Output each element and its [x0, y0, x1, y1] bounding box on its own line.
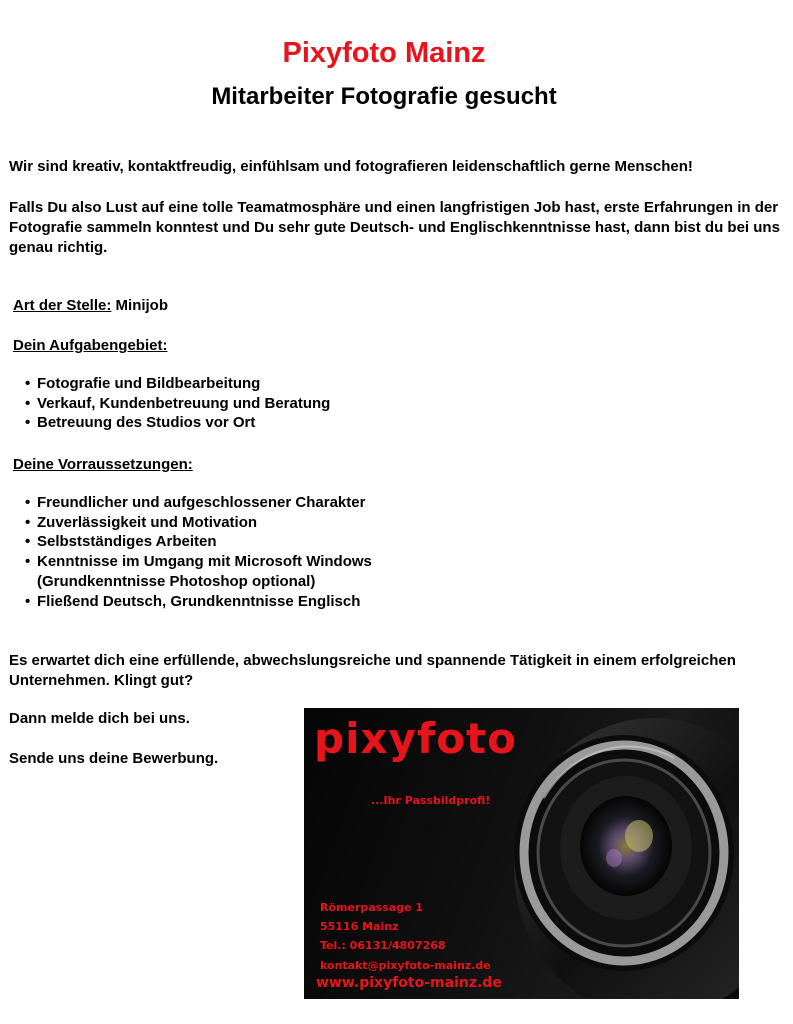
intro-paragraph-2: Falls Du also Lust auf eine tolle Teamatmosphäre und einen langfristigen Job hast, erste Erfahrungen in der Fotografie sammeln konntest und Du sehr gute Deutsch- und Englischkenntnisse hast, dann bist du bei uns genau richtig. — [9, 199, 780, 256]
ad-phone: Tel.: 06131/4807268 — [320, 939, 446, 952]
camera-lens-image — [504, 718, 739, 999]
requirement-continuation: (Grundkenntnisse Photoshop optional) — [37, 572, 316, 590]
page-title: Pixyfoto Mainz — [282, 37, 486, 69]
job-type — [13, 296, 168, 316]
ad-street: Römerpassage 1 — [320, 901, 424, 914]
tasks-heading: Dein Aufgabengebiet: — [13, 337, 168, 354]
send-application: Sende uns deine Bewerbung. — [9, 750, 219, 767]
ad-email: kontakt@pixyfoto-mainz.de — [320, 959, 491, 972]
tasks-list — [25, 374, 330, 433]
ad-city: 55116 Mainz — [320, 920, 399, 933]
ad-tagline: ...Ihr Passbildprofi! — [371, 794, 491, 807]
task-item: • Verkauf, Kundenbetreuung und Beratung — [25, 394, 330, 414]
requirements-list — [25, 493, 372, 611]
requirement-text: Kenntnisse im Umgang mit Microsoft Windows — [37, 553, 372, 571]
task-item: • Betreuung des Studios vor Ort — [25, 413, 330, 433]
ad-website: www.pixyfoto-mainz.de — [316, 975, 502, 991]
intro-paragraph-1: Wir sind kreativ, kontaktfreudig, einfühlsam und fotografieren leidenschaftlich gerne Menschen! — [9, 158, 693, 175]
requirement-item: • Zuverlässigkeit und Motivation — [25, 513, 372, 533]
ad-card — [304, 708, 739, 999]
page-subtitle: Mitarbeiter Fotografie gesucht — [211, 83, 557, 110]
ad-brand: pixyfoto — [314, 714, 517, 763]
requirement-item: • Selbstständiges Arbeiten — [25, 532, 372, 552]
task-item: • Fotografie und Bildbearbeitung — [25, 374, 330, 394]
job-type-label: Art der Stelle: — [13, 297, 112, 314]
closing-paragraph: Es erwartet dich eine erfüllende, abwechslungsreiche und spannende Tätigkeit in einem erfolgreichen Unternehmen. Klingt gut? — [9, 652, 736, 689]
contact-call: Dann melde dich bei uns. — [9, 710, 190, 727]
job-type-value: Minijob — [111, 297, 169, 314]
requirement-item: • Fließend Deutsch, Grundkenntnisse Englisch — [25, 592, 372, 612]
requirement-item — [25, 552, 372, 591]
requirements-heading: Deine Vorraussetzungen: — [13, 456, 193, 473]
requirement-item: • Freundlicher und aufgeschlossener Charakter — [25, 493, 372, 513]
